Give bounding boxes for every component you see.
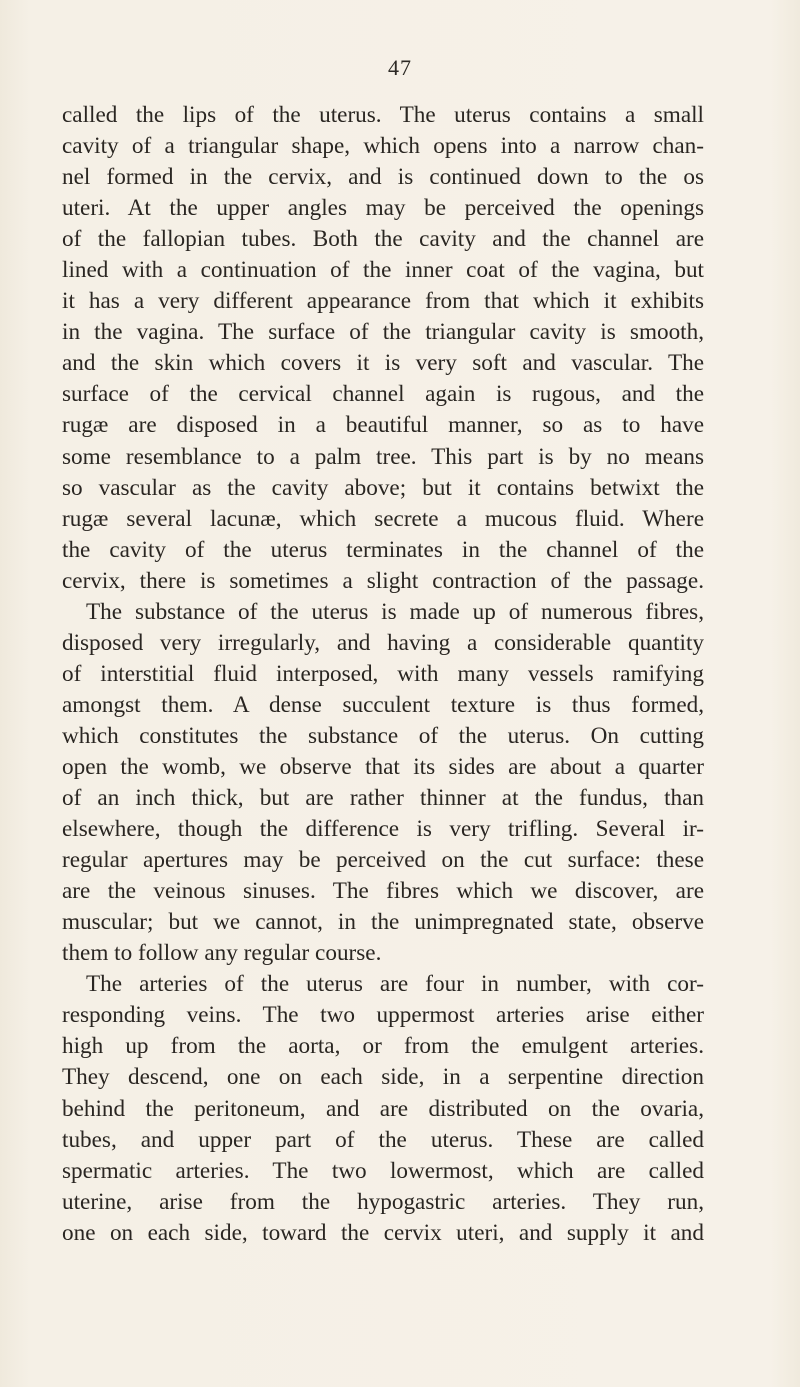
- text-line: They descend, one on each side, in a serpentine direction: [62, 1064, 704, 1091]
- text-line: uterine, arise from the hypogastric arteries. They run,: [62, 1188, 704, 1215]
- text-line: responding veins. The two uppermost arteries arise either: [62, 1002, 704, 1029]
- text-line: open the womb, we observe that its sides are about a quarter: [62, 753, 704, 780]
- text-line: of the fallopian tubes. Both the cavity and the channel are: [62, 226, 704, 253]
- text-line: elsewhere, though the difference is very trifling. Several ir-: [62, 816, 704, 843]
- text-line: called the lips of the uterus. The uterus contains a small: [62, 102, 704, 128]
- text-line: which constitutes the substance of the uterus. On cutting: [62, 722, 704, 749]
- paragraph-start-line: The arteries of the uterus are four in number, with cor-: [86, 971, 704, 998]
- text-line: rugæ several lacunæ, which secrete a mucous fluid. Where: [62, 505, 704, 532]
- text-line: regular apertures may be perceived on the cut surface: these: [62, 847, 704, 874]
- text-line: and the skin which covers it is very soft and vascular. The: [62, 350, 704, 377]
- text-line: muscular; but we cannot, in the unimpregnated state, observe: [62, 909, 704, 936]
- text-line: surface of the cervical channel again is rugous, and the: [62, 381, 704, 408]
- paragraph-start-line: The substance of the uterus is made up of numerous fibres,: [86, 598, 704, 625]
- text-line: so vascular as the cavity above; but it contains betwixt the: [62, 474, 704, 501]
- text-line: uteri. At the upper angles may be perceived the openings: [62, 195, 704, 222]
- text-line: some resemblance to a palm tree. This part is by no means: [62, 443, 704, 470]
- text-line: rugæ are disposed in a beautiful manner, so as to have: [62, 412, 704, 439]
- text-line: tubes, and upper part of the uterus. These are called: [62, 1126, 704, 1153]
- text-line: of interstitial fluid interposed, with many vessels ramifying: [62, 660, 704, 687]
- text-line: behind the peritoneum, and are distributed on the ovaria,: [62, 1095, 704, 1122]
- text-line: cavity of a triangular shape, which opens into a narrow chan-: [62, 133, 704, 160]
- text-line: cervix, there is sometimes a slight contraction of the passage.: [62, 567, 704, 594]
- text-line: spermatic arteries. The two lowermost, which are called: [62, 1157, 704, 1184]
- text-line: lined with a continuation of the inner coat of the vagina, but: [62, 257, 704, 284]
- paragraph-end-line: them to follow any regular course.: [62, 940, 382, 967]
- text-line: high up from the aorta, or from the emulgent arteries.: [62, 1033, 704, 1060]
- text-line: it has a very different appearance from that which it exhibits: [62, 288, 704, 315]
- text-line: the cavity of the uterus terminates in the channel of the: [62, 536, 704, 563]
- body-text: [62, 100, 704, 1249]
- text-line: amongst them. A dense succulent texture is thus formed,: [62, 691, 704, 718]
- text-line: of an inch thick, but are rather thinner at the fundus, than: [62, 785, 704, 812]
- text-line: are the veinous sinuses. The fibres which we discover, are: [62, 878, 704, 905]
- page-number: 47: [388, 55, 412, 80]
- text-line: disposed very irregularly, and having a considerable quantity: [62, 629, 704, 656]
- text-line: nel formed in the cervix, and is continued down to the os: [62, 164, 704, 191]
- text-line: one on each side, toward the cervix uteri, and supply it and: [62, 1219, 704, 1246]
- text-line: in the vagina. The surface of the triangular cavity is smooth,: [62, 319, 704, 346]
